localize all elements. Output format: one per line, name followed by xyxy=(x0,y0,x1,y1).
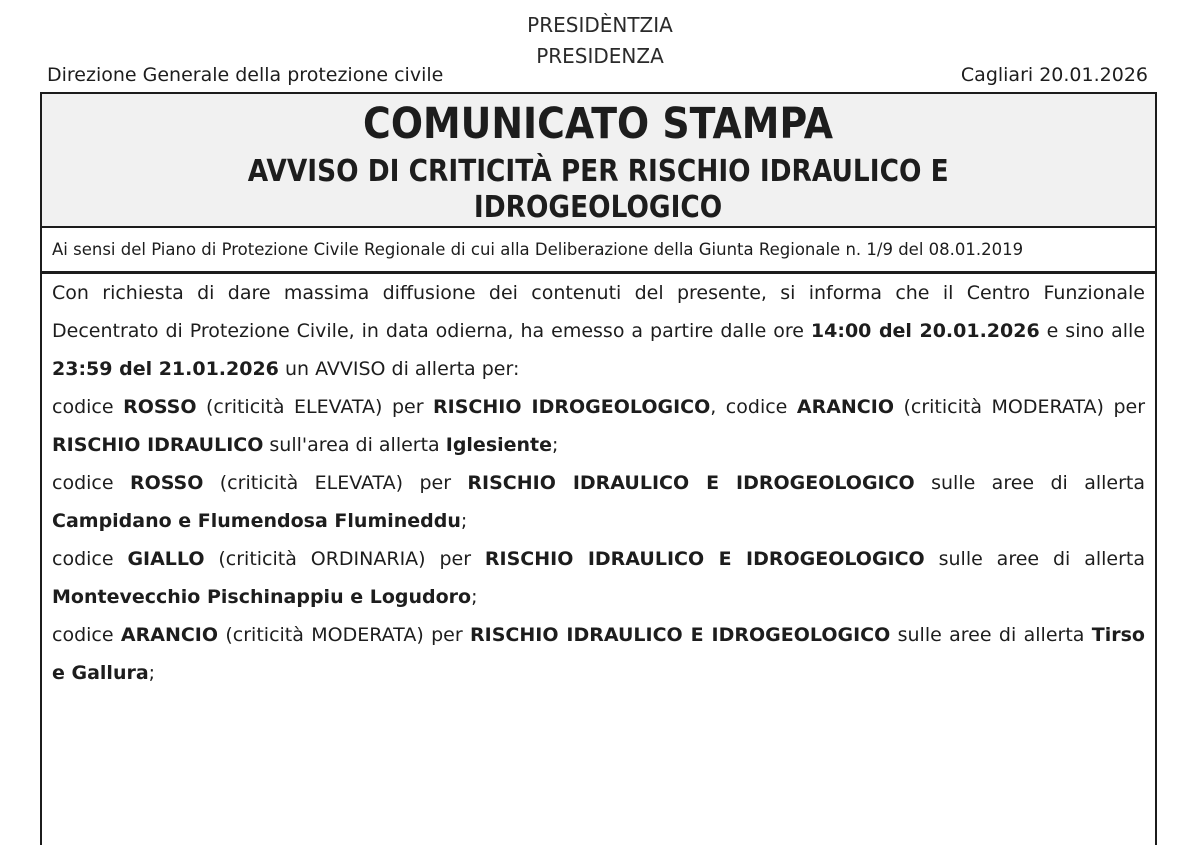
legal-note-box xyxy=(40,228,1157,274)
org-name-sardinian: PRESIDÈNTZIA xyxy=(527,13,673,37)
meta-row xyxy=(47,64,1148,86)
text-run: (criticità ELEVATA) per xyxy=(203,472,468,494)
text-run: sulle aree di allerta xyxy=(914,472,1145,494)
bold-text-run: RISCHIO IDRAULICO E IDROGEOLOGICO xyxy=(467,472,915,494)
alert-paragraph-campidano xyxy=(52,464,1145,540)
text-run: e sino alle xyxy=(1039,320,1146,342)
department-name: Direzione Generale della protezione civile xyxy=(47,64,444,86)
body-box xyxy=(40,274,1157,845)
text-run: codice xyxy=(52,472,130,494)
bold-text-run: 23:59 del 21.01.2026 xyxy=(52,358,279,380)
text-run: ; xyxy=(552,434,559,456)
title-box xyxy=(40,92,1157,228)
text-run: codice xyxy=(52,396,124,418)
place-date: Cagliari 20.01.2026 xyxy=(960,64,1148,86)
text-run: ; xyxy=(471,586,478,608)
text-run: sull'area di allerta xyxy=(263,434,446,456)
text-run: (criticità ELEVATA) per xyxy=(196,396,434,418)
alert-notice-subtitle: AVVISO DI CRITICITÀ PER RISCHIO IDRAULICO E IDROGEOLOGICO xyxy=(248,154,949,225)
bold-text-run: RISCHIO IDRAULICO E IDROGEOLOGICO xyxy=(484,548,925,570)
text-run: , codice xyxy=(710,396,797,418)
bold-text-run: ARANCIO xyxy=(120,624,219,646)
text-run: (criticità ORDINARIA) per xyxy=(204,548,485,570)
press-release-title: COMUNICATO STAMPA xyxy=(363,99,834,149)
bold-text-run: Montevecchio Pischinappiu e Logudoro xyxy=(52,586,472,608)
intro-paragraph xyxy=(52,274,1145,388)
bold-text-run: ARANCIO xyxy=(796,396,894,418)
text-run: sulle aree di allerta xyxy=(924,548,1145,570)
org-name-italian: PRESIDENZA xyxy=(536,44,664,68)
bold-text-run: 14:00 del 20.01.2026 xyxy=(810,320,1040,342)
text-run: ; xyxy=(460,510,468,532)
text-run: un AVVISO di allerta per: xyxy=(278,358,520,380)
bold-text-run: Iglesiente xyxy=(445,434,553,456)
bold-text-run: Tirso e Gallura xyxy=(52,624,1145,684)
bold-text-run: Campidano e Flumendosa Flumineddu xyxy=(52,510,461,532)
alert-paragraph-montevecchio xyxy=(52,540,1145,616)
letterhead xyxy=(0,10,1200,72)
document-frame xyxy=(40,92,1157,845)
text-run: sulle aree di allerta xyxy=(890,624,1092,646)
bold-text-run: GIALLO xyxy=(127,548,205,570)
legal-note: Ai sensi del Piano di Protezione Civile Regionale di cui alla Deliberazione della Giunta Regionale n. 1/9 del 08.01.2019 xyxy=(52,240,1024,259)
bold-text-run: RISCHIO IDRAULICO xyxy=(52,434,264,456)
text-run: ; xyxy=(148,662,156,684)
bold-text-run: RISCHIO IDRAULICO E IDROGEOLOGICO xyxy=(470,624,891,646)
alert-paragraph-iglesiente xyxy=(52,388,1145,464)
bold-text-run: ROSSO xyxy=(123,396,197,418)
text-run: (criticità MODERATA) per xyxy=(218,624,471,646)
bold-text-run: RISCHIO IDROGEOLOGICO xyxy=(433,396,711,418)
text-run: codice xyxy=(52,548,128,570)
text-run: Con richiesta di dare massima diffusione dei contenuti del presente, si informa che il Centro Funzionale Decentrato di Protezione Civile, in data odierna, ha emesso a partire dalle ore xyxy=(52,282,1145,342)
bold-text-run: ROSSO xyxy=(129,472,204,494)
text-run: (criticità MODERATA) per xyxy=(893,396,1146,418)
text-run: codice xyxy=(52,624,121,646)
alert-paragraph-tirso xyxy=(52,616,1145,692)
